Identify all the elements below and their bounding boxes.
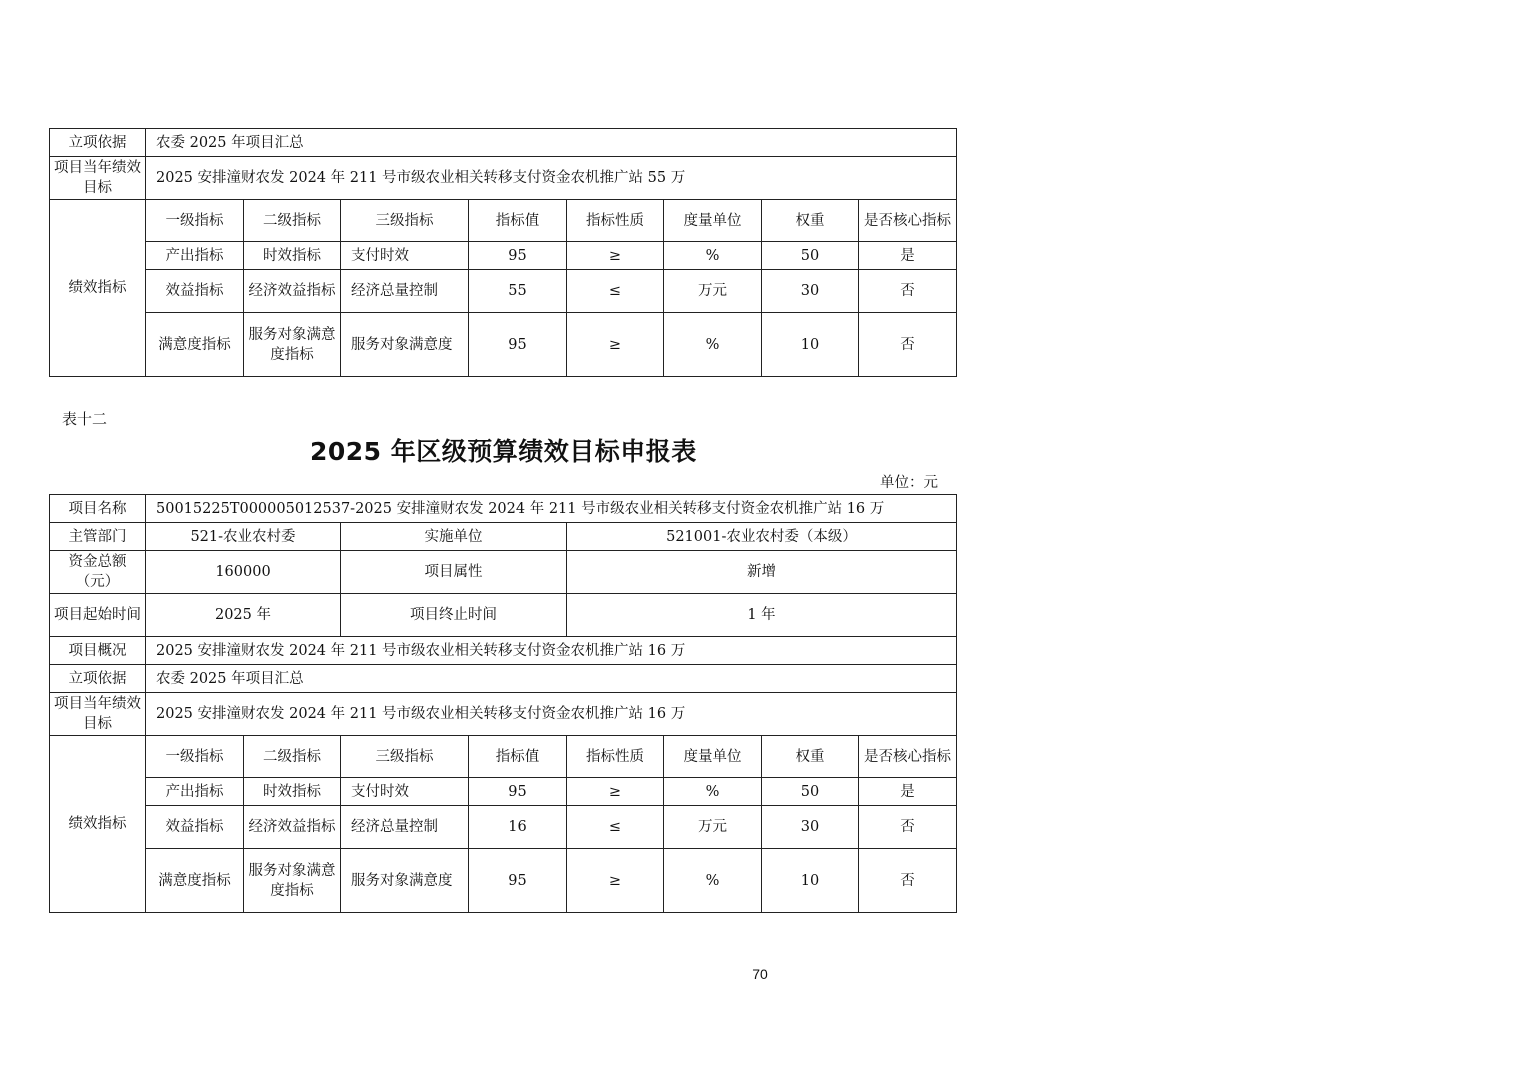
header-cell: 是否核心指标 (859, 736, 957, 778)
table-cell: ≥ (567, 313, 664, 377)
performance-table-2 (49, 494, 957, 913)
table-cell: % (664, 313, 762, 377)
table-cell: 满意度指标 (146, 313, 244, 377)
table-cell: 时效指标 (244, 778, 341, 806)
table-cell: % (664, 778, 762, 806)
goal-value: 2025 安排潼财农发 2024 年 211 号市级农业相关转移支付资金农机推广站 16 万 (146, 693, 957, 736)
table-cell: 55 (469, 270, 567, 313)
project-name-value: 50015225T000005012537-2025 安排潼财农发 2024 年 211 号市级农业相关转移支付资金农机推广站 16 万 (146, 495, 957, 523)
attr-label: 项目属性 (341, 551, 567, 594)
table-cell: 否 (859, 270, 957, 313)
table-row (50, 849, 957, 913)
table-cell: 服务对象满意度指标 (244, 313, 341, 377)
basis-value: 农委 2025 年项目汇总 (146, 129, 957, 157)
table-cell: ≥ (567, 242, 664, 270)
table-cell: 效益指标 (146, 270, 244, 313)
attr-value: 新增 (567, 551, 957, 594)
table-cell: 10 (762, 313, 859, 377)
project-name-row (50, 495, 957, 523)
table-cell: 经济总量控制 (341, 806, 469, 849)
header-cell: 三级指标 (341, 200, 469, 242)
header-cell: 指标性质 (567, 200, 664, 242)
indicators-label: 绩效指标 (50, 736, 146, 913)
table-row (50, 242, 957, 270)
header-cell: 二级指标 (244, 736, 341, 778)
impl-label: 实施单位 (341, 523, 567, 551)
table-cell: 服务对象满意度 (341, 313, 469, 377)
department-row (50, 523, 957, 551)
table-cell: 服务对象满意度 (341, 849, 469, 913)
goal-row (50, 693, 957, 736)
goal-label: 项目当年绩效目标 (50, 693, 146, 736)
table-cell: ≤ (567, 270, 664, 313)
table-cell: 产出指标 (146, 242, 244, 270)
header-cell: 度量单位 (664, 736, 762, 778)
table-row (50, 270, 957, 313)
table-cell: 95 (469, 778, 567, 806)
table-caption: 表十二 (62, 410, 108, 428)
goal-label: 项目当年绩效目标 (50, 157, 146, 200)
impl-value: 521001-农业农村委（本级） (567, 523, 957, 551)
basis-label: 立项依据 (50, 665, 146, 693)
table-cell: 经济效益指标 (244, 270, 341, 313)
page-title: 2025 年区级预算绩效目标申报表 (310, 437, 697, 466)
table-cell: 时效指标 (244, 242, 341, 270)
table-cell: 10 (762, 849, 859, 913)
table-cell: 否 (859, 849, 957, 913)
header-cell: 指标性质 (567, 736, 664, 778)
table-cell: 否 (859, 313, 957, 377)
table-cell: ≥ (567, 778, 664, 806)
indicator-header-row (50, 200, 957, 242)
table-cell: 95 (469, 849, 567, 913)
indicator-header-row (50, 736, 957, 778)
table-cell: 支付时效 (341, 242, 469, 270)
table-cell: 万元 (664, 806, 762, 849)
basis-label: 立项依据 (50, 129, 146, 157)
table-cell: 30 (762, 270, 859, 313)
overview-label: 项目概况 (50, 637, 146, 665)
goal-row (50, 157, 957, 200)
table-cell: 50 (762, 778, 859, 806)
header-cell: 二级指标 (244, 200, 341, 242)
table-cell: 是 (859, 242, 957, 270)
table-cell: 95 (469, 313, 567, 377)
table-cell: % (664, 849, 762, 913)
header-cell: 权重 (762, 200, 859, 242)
start-value: 2025 年 (146, 594, 341, 637)
indicators-label: 绩效指标 (50, 200, 146, 377)
table-cell: 满意度指标 (146, 849, 244, 913)
table-cell: 产出指标 (146, 778, 244, 806)
project-name-label: 项目名称 (50, 495, 146, 523)
end-value: 1 年 (567, 594, 957, 637)
fund-value: 160000 (146, 551, 341, 594)
dept-value: 521-农业农村委 (146, 523, 341, 551)
table-cell: 是 (859, 778, 957, 806)
overview-value: 2025 安排潼财农发 2024 年 211 号市级农业相关转移支付资金农机推广站 16 万 (146, 637, 957, 665)
header-cell: 一级指标 (146, 200, 244, 242)
fund-row (50, 551, 957, 594)
table-row (50, 313, 957, 377)
basis-row (50, 129, 957, 157)
period-row (50, 594, 957, 637)
page-number: 70 (752, 966, 768, 982)
dept-label: 主管部门 (50, 523, 146, 551)
basis-row (50, 665, 957, 693)
header-cell: 三级指标 (341, 736, 469, 778)
header-cell: 度量单位 (664, 200, 762, 242)
table-row (50, 778, 957, 806)
overview-row (50, 637, 957, 665)
table-cell: 16 (469, 806, 567, 849)
table-cell: 经济总量控制 (341, 270, 469, 313)
header-cell: 指标值 (469, 736, 567, 778)
table-cell: 95 (469, 242, 567, 270)
start-label: 项目起始时间 (50, 594, 146, 637)
table-cell: 支付时效 (341, 778, 469, 806)
table-cell: 否 (859, 806, 957, 849)
table-cell: 50 (762, 242, 859, 270)
header-cell: 是否核心指标 (859, 200, 957, 242)
header-cell: 一级指标 (146, 736, 244, 778)
fund-label: 资金总额（元） (50, 551, 146, 594)
end-label: 项目终止时间 (341, 594, 567, 637)
table-cell: ≥ (567, 849, 664, 913)
table-cell: 效益指标 (146, 806, 244, 849)
header-cell: 指标值 (469, 200, 567, 242)
table-cell: 服务对象满意度指标 (244, 849, 341, 913)
basis-value: 农委 2025 年项目汇总 (146, 665, 957, 693)
header-cell: 权重 (762, 736, 859, 778)
table-cell: 万元 (664, 270, 762, 313)
table-row (50, 806, 957, 849)
table-cell: % (664, 242, 762, 270)
table-cell: 经济效益指标 (244, 806, 341, 849)
unit-label: 单位：元 (880, 475, 938, 491)
performance-table-1 (49, 128, 957, 377)
table-cell: 30 (762, 806, 859, 849)
goal-value: 2025 安排潼财农发 2024 年 211 号市级农业相关转移支付资金农机推广站 55 万 (146, 157, 957, 200)
table-cell: ≤ (567, 806, 664, 849)
